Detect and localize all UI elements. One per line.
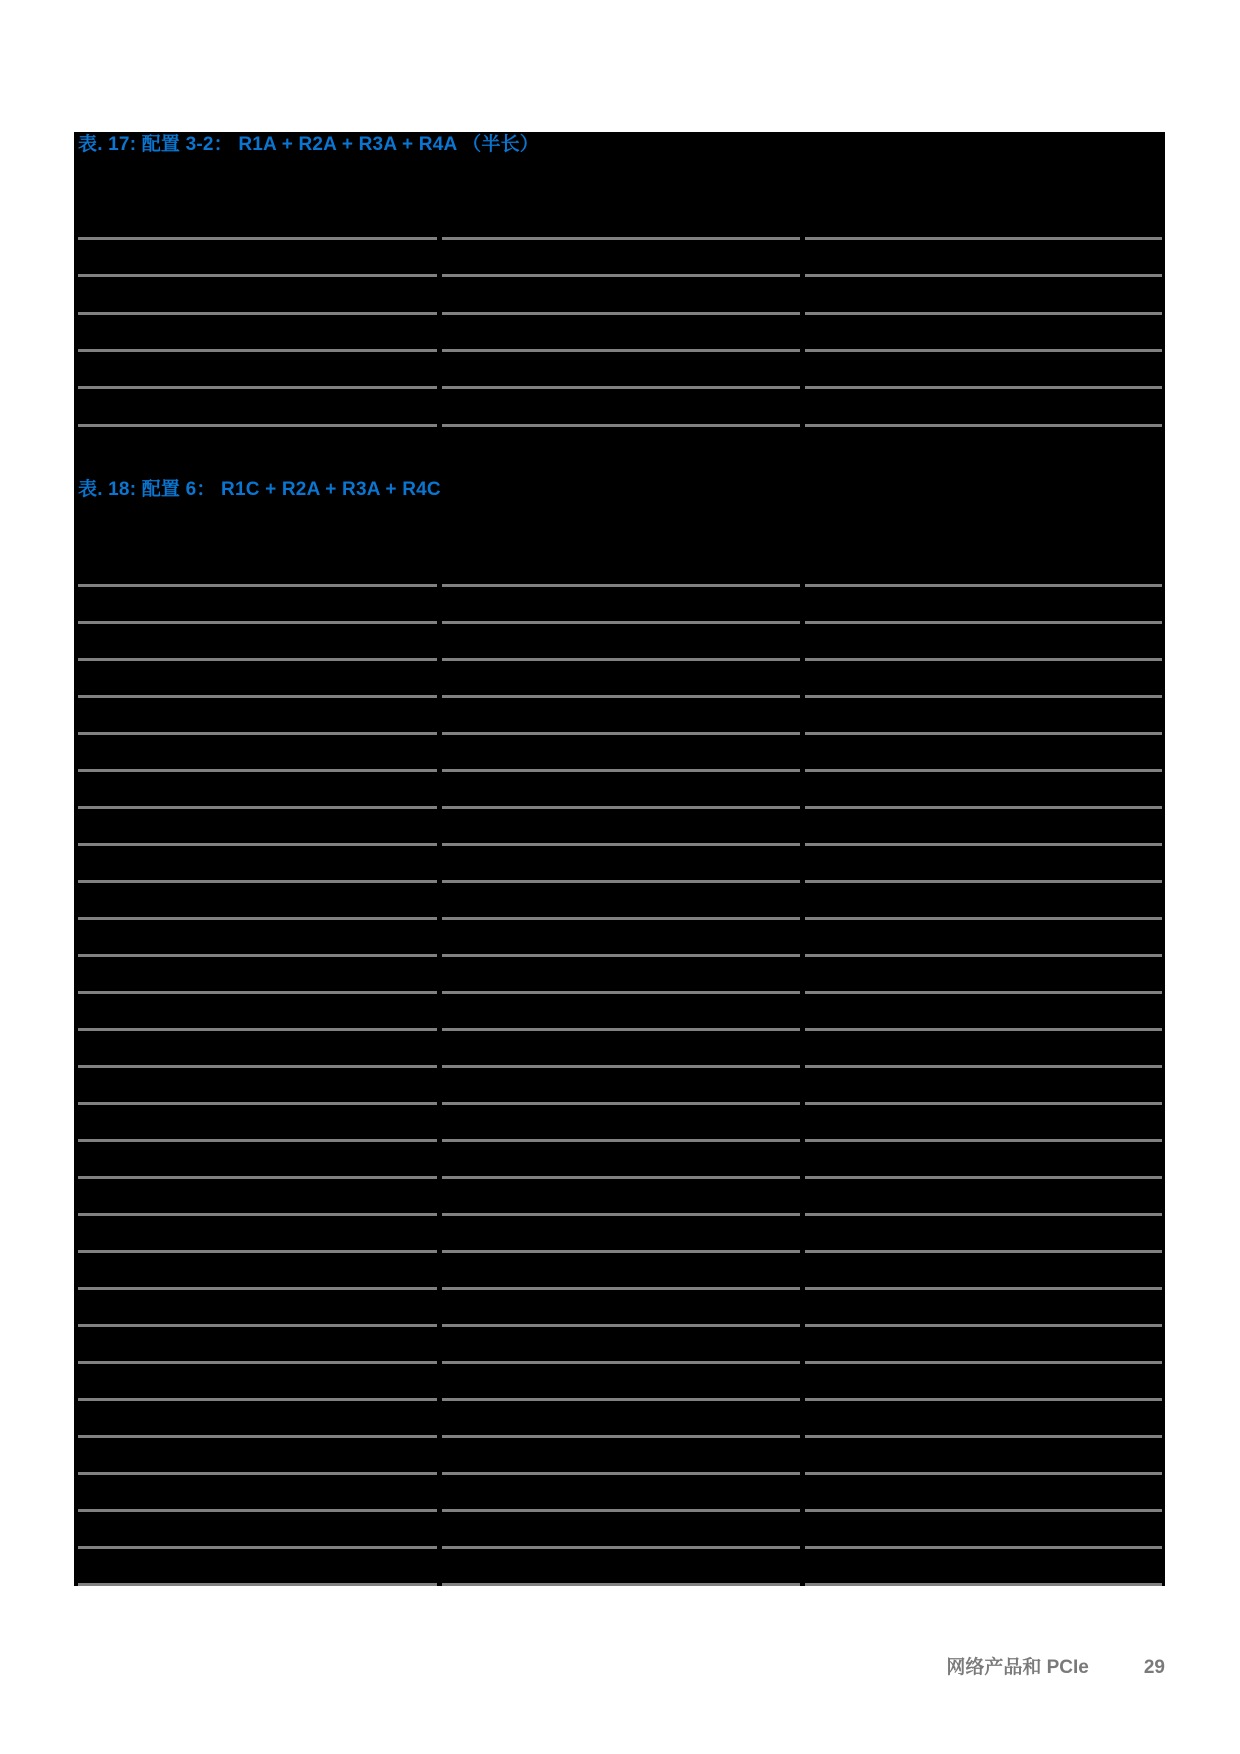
table-18-separator-segment <box>442 1509 800 1512</box>
table-18-separator-segment <box>442 1324 800 1327</box>
table-18-separator-segment <box>805 732 1162 735</box>
table-18-separator-segment <box>805 991 1162 994</box>
table-18-separator-segment <box>78 621 437 624</box>
table-18-separator-segment <box>805 1213 1162 1216</box>
table-17-separator-segment <box>805 386 1162 389</box>
footer-section-title: 网络产品和 PCIe <box>946 1657 1089 1678</box>
table-18-separator-segment <box>805 1287 1162 1290</box>
table-18-separator-segment <box>805 1028 1162 1031</box>
table-18-separator-segment <box>78 917 437 920</box>
table-18-separator-segment <box>78 843 437 846</box>
table-17-separator-segment <box>442 349 800 352</box>
table-18-separator-segment <box>78 1287 437 1290</box>
table-17-caption: 表. 17: 配置 3-2： R1A + R2A + R3A + R4A （半长） <box>78 134 539 155</box>
table-18-separator-segment <box>442 1250 800 1253</box>
table-17-separator-segment <box>442 386 800 389</box>
table-18-row-separator <box>78 843 1162 846</box>
table-17-separator-segment <box>78 237 437 240</box>
table-17-separator-segment <box>78 274 437 277</box>
table-18-separator-segment <box>78 1213 437 1216</box>
table-18-separator-segment <box>805 1435 1162 1438</box>
table-18-row-separator <box>78 695 1162 698</box>
table-18-separator-segment <box>805 1546 1162 1549</box>
table-18-separator-segment <box>78 806 437 809</box>
table-18-row-separator <box>78 1324 1162 1327</box>
table-18-separator-segment <box>805 1398 1162 1401</box>
table-18-row-separator <box>78 1361 1162 1364</box>
table-18-separator-segment <box>78 1435 437 1438</box>
table-18-row-separator <box>78 1287 1162 1290</box>
table-17-separator-segment <box>805 237 1162 240</box>
table-18-separator-segment <box>442 1398 800 1401</box>
table-18-separator-segment <box>78 1139 437 1142</box>
table-18-separator-segment <box>805 1361 1162 1364</box>
table-18-separator-segment <box>442 584 800 587</box>
table-18-separator-segment <box>442 621 800 624</box>
table-18-separator-segment <box>805 584 1162 587</box>
table-18-separator-segment <box>78 695 437 698</box>
table-18-separator-segment <box>442 658 800 661</box>
table-18-row-separator <box>78 954 1162 957</box>
table-18-separator-segment <box>78 1546 437 1549</box>
table-17-separator-segment <box>805 349 1162 352</box>
table-17-row-separator <box>78 424 1162 427</box>
table-18-separator-segment <box>442 806 800 809</box>
table-18-row-separator <box>78 1102 1162 1105</box>
table-18-separator-segment <box>805 1250 1162 1253</box>
table-18-separator-segment <box>442 732 800 735</box>
table-18-separator-segment <box>805 1065 1162 1068</box>
table-18-separator-segment <box>805 917 1162 920</box>
table-18-row-separator <box>78 1509 1162 1512</box>
table-18-separator-segment <box>805 1102 1162 1105</box>
table-18-separator-segment <box>442 954 800 957</box>
table-18-row-separator <box>78 732 1162 735</box>
table-18-separator-segment <box>78 954 437 957</box>
table-18-row-separator <box>78 1398 1162 1401</box>
table-18-separator-segment <box>805 1509 1162 1512</box>
table-18-separator-segment <box>805 954 1162 957</box>
table-18-separator-segment <box>442 843 800 846</box>
table-18-row-separator <box>78 621 1162 624</box>
table-18-row-separator <box>78 1435 1162 1438</box>
tables-content-block <box>74 132 1165 1586</box>
table-18-row-separator <box>78 1546 1162 1549</box>
table-18-row-separator <box>78 658 1162 661</box>
table-17-separator-segment <box>78 424 437 427</box>
table-18-separator-segment <box>805 1324 1162 1327</box>
table-17-separator-segment <box>442 237 800 240</box>
table-17-separator-segment <box>442 312 800 315</box>
table-17-separator-segment <box>805 274 1162 277</box>
table-18-separator-segment <box>78 1509 437 1512</box>
table-18-separator-segment <box>442 1213 800 1216</box>
table-18-row-separator <box>78 880 1162 883</box>
table-18-separator-segment <box>442 1102 800 1105</box>
table-18-row-separator <box>78 991 1162 994</box>
table-18-separator-segment <box>442 1176 800 1179</box>
table-18-separator-segment <box>442 1028 800 1031</box>
table-18-separator-segment <box>78 1102 437 1105</box>
table-18-separator-segment <box>442 769 800 772</box>
table-18-separator-segment <box>442 1065 800 1068</box>
table-18-separator-segment <box>78 769 437 772</box>
table-17-row-separator <box>78 312 1162 315</box>
table-18-row-separator <box>78 584 1162 587</box>
table-18-separator-segment <box>78 1176 437 1179</box>
table-18-separator-segment <box>805 880 1162 883</box>
table-18-separator-segment <box>78 1324 437 1327</box>
table-17-separator-segment <box>805 424 1162 427</box>
table-18-row-separator <box>78 769 1162 772</box>
table-18-separator-segment <box>805 806 1162 809</box>
table-18-separator-segment <box>442 695 800 698</box>
table-18-row-separator <box>78 1213 1162 1216</box>
table-18-separator-segment <box>78 1472 437 1475</box>
table-18-separator-segment <box>78 991 437 994</box>
table-18-separator-segment <box>78 1361 437 1364</box>
table-18-separator-segment <box>78 1028 437 1031</box>
table-18-row-separator <box>78 1176 1162 1179</box>
table-18-row-separator <box>78 1583 1162 1586</box>
table-18-separator-segment <box>805 1139 1162 1142</box>
table-18-row-separator <box>78 1139 1162 1142</box>
table-17-row-separator <box>78 274 1162 277</box>
table-18-row-separator <box>78 917 1162 920</box>
table-17-row-separator <box>78 237 1162 240</box>
table-17-separator-segment <box>805 312 1162 315</box>
table-17-row-separator <box>78 386 1162 389</box>
table-18-separator-segment <box>805 621 1162 624</box>
table-18-row-separator <box>78 806 1162 809</box>
table-18-separator-segment <box>442 1435 800 1438</box>
table-18-row-separator <box>78 1472 1162 1475</box>
table-18-separator-segment <box>442 880 800 883</box>
table-18-separator-segment <box>805 1472 1162 1475</box>
table-18-separator-segment <box>78 1065 437 1068</box>
table-18-separator-segment <box>78 1583 437 1586</box>
table-18-separator-segment <box>78 1398 437 1401</box>
table-18-separator-segment <box>442 1583 800 1586</box>
table-18-separator-segment <box>805 769 1162 772</box>
table-18-separator-segment <box>442 1472 800 1475</box>
page-footer <box>74 1657 1165 1679</box>
table-18-caption: 表. 18: 配置 6： R1C + R2A + R3A + R4C <box>78 479 441 500</box>
table-18-separator-segment <box>805 1176 1162 1179</box>
table-18-separator-segment <box>805 1583 1162 1586</box>
table-18-row-separator <box>78 1065 1162 1068</box>
table-17-separator-segment <box>442 424 800 427</box>
table-17-separator-segment <box>442 274 800 277</box>
table-18-separator-segment <box>442 1546 800 1549</box>
table-18-separator-segment <box>442 917 800 920</box>
table-18-separator-segment <box>805 843 1162 846</box>
table-18-row-separator <box>78 1028 1162 1031</box>
table-18-separator-segment <box>78 732 437 735</box>
table-18-separator-segment <box>442 1139 800 1142</box>
table-18-separator-segment <box>78 584 437 587</box>
table-17-row-separator <box>78 349 1162 352</box>
table-18-separator-segment <box>442 1361 800 1364</box>
footer-page-number: 29 <box>1143 1657 1165 1678</box>
table-18-separator-segment <box>805 695 1162 698</box>
table-17-separator-segment <box>78 386 437 389</box>
table-18-separator-segment <box>442 1287 800 1290</box>
table-17-separator-segment <box>78 349 437 352</box>
table-18-row-separator <box>78 1250 1162 1253</box>
table-18-separator-segment <box>442 991 800 994</box>
table-18-separator-segment <box>78 1250 437 1253</box>
table-18-separator-segment <box>78 658 437 661</box>
table-18-separator-segment <box>805 658 1162 661</box>
table-18-separator-segment <box>78 880 437 883</box>
table-17-separator-segment <box>78 312 437 315</box>
